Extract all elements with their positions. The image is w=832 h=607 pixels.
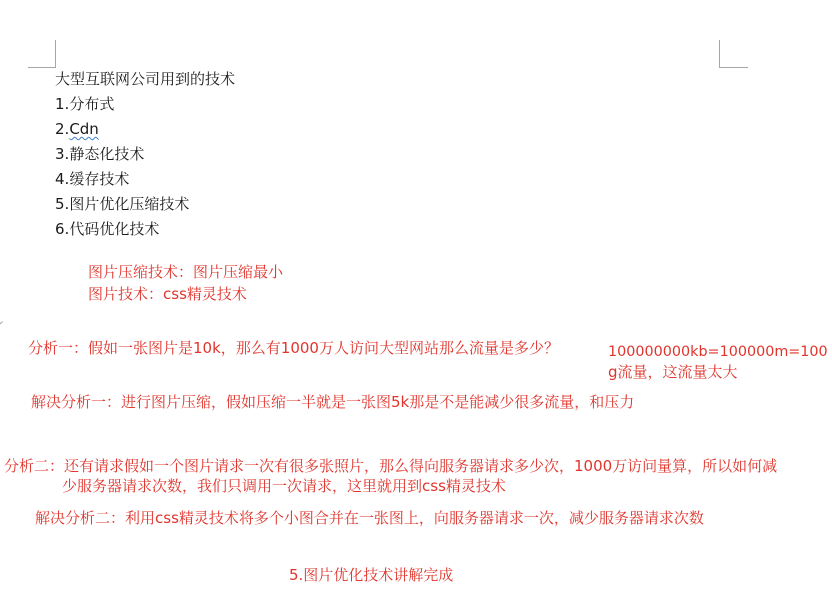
outline-item-number: 5. xyxy=(55,195,70,213)
outline-item-label: 图片优化压缩技术 xyxy=(69,195,190,213)
traffic-calc-line-2: g流量，这流量太大 xyxy=(608,363,738,381)
outline-item-label: 静态化技术 xyxy=(69,145,145,163)
outline-item-number: 4. xyxy=(55,170,70,188)
outline-item-label: Cdn xyxy=(69,120,99,138)
outline-item-number: 1. xyxy=(55,95,70,113)
outline-item-number: 6. xyxy=(55,220,70,238)
outline-item-4 xyxy=(55,170,129,188)
outline-item-number: 2. xyxy=(55,120,70,138)
outline-item-5 xyxy=(55,195,189,213)
outline-item-2 xyxy=(55,120,99,138)
outline-item-number: 3. xyxy=(55,145,70,163)
outline-item-label: 代码优化技术 xyxy=(69,220,160,238)
analysis-one: 分析一：假如一张图片是10k，那么有1000万人访问大型网站那么流量是多少？ xyxy=(28,339,559,357)
outline-item-label: 缓存技术 xyxy=(69,170,130,188)
analysis-two-line-2: 少服务器请求次数，我们只调用一次请求，这里就用到css精灵技术 xyxy=(62,477,506,495)
page-corner-mark-top-left xyxy=(28,40,56,68)
note-compression: 图片压缩技术：图片压缩最小 xyxy=(88,263,284,281)
solution-one: 解决分析一：进行图片压缩，假如压缩一半就是一张图5k那是不是能减少很多流量，和压力 xyxy=(31,393,635,411)
page-corner-mark-top-right xyxy=(719,40,748,68)
outline-item-1 xyxy=(55,95,114,113)
closing-note: 5.图片优化技术讲解完成 xyxy=(289,566,454,584)
traffic-calc-line-1: 100000000kb=100000m=100 xyxy=(608,344,828,360)
margin-tick-mark xyxy=(0,321,6,329)
outline-title: 大型互联网公司用到的技术 xyxy=(55,70,236,88)
outline-item-6 xyxy=(55,220,159,238)
outline-item-label: 分布式 xyxy=(69,95,115,113)
analysis-two-line-1: 分析二：还有请求假如一个图片请求一次有很多张照片，那么得向服务器请求多少次，1000万访问量算，所以如何减 xyxy=(4,457,778,475)
note-sprite-technique: 图片技术：css精灵技术 xyxy=(88,285,247,303)
solution-two: 解决分析二：利用css精灵技术将多个小图合并在一张图上，向服务器请求一次，减少服务器请求次数 xyxy=(35,509,704,527)
outline-item-3 xyxy=(55,145,144,163)
